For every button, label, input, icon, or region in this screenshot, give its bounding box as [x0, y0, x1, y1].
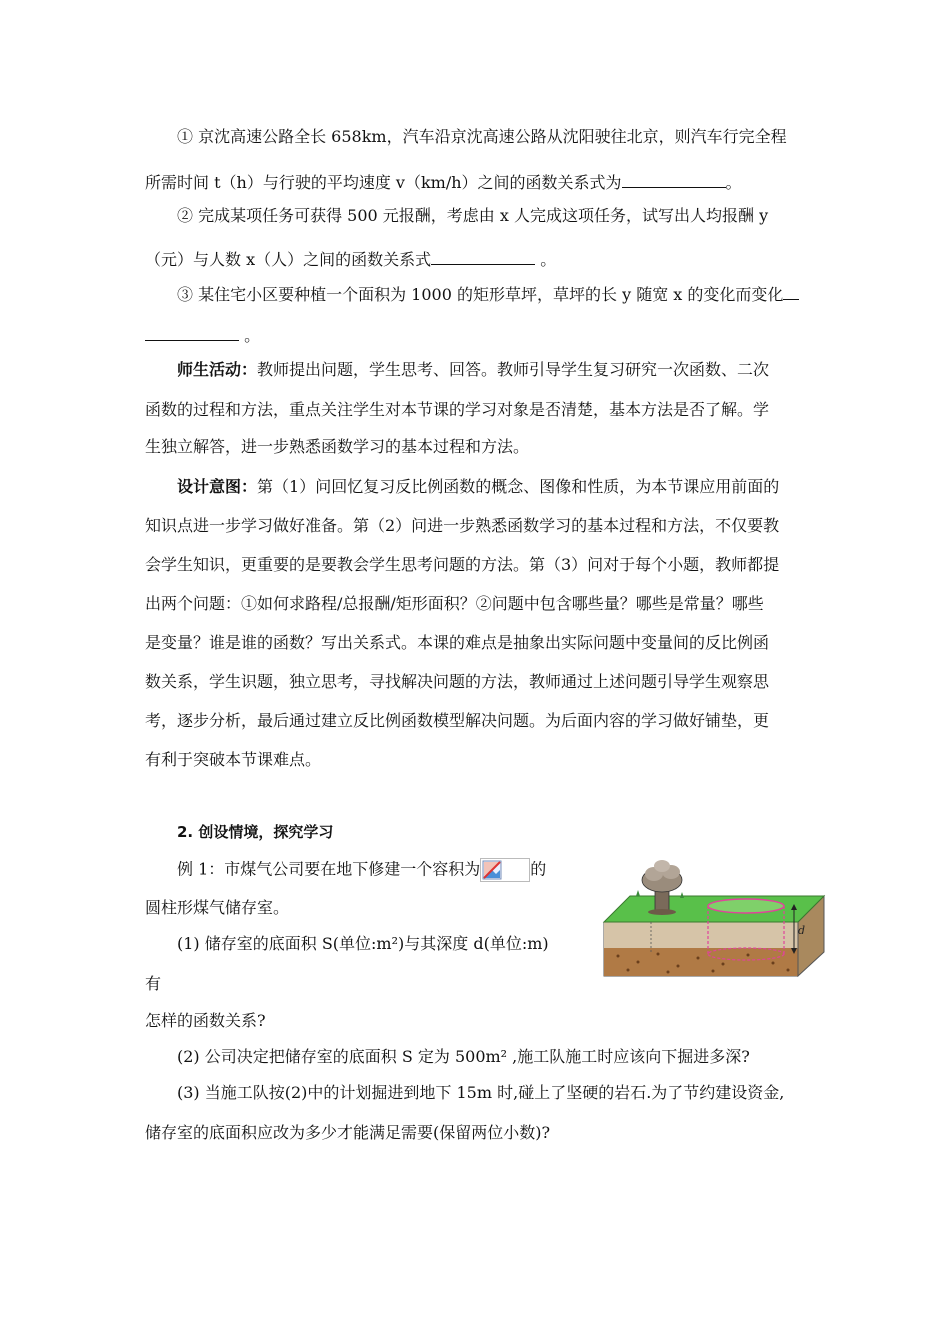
q2-line1: ② 完成某项任务可获得 500 元报酬，考虑由 x 人完成这项任务，试写出人均报酬 y: [177, 206, 769, 225]
design-line1: [177, 477, 779, 497]
design-label: 设计意图：: [177, 477, 258, 496]
activity-line3: 生独立解答，进一步熟悉函数学习的基本过程和方法。: [145, 437, 530, 456]
design-line3: 会学生知识，更重要的是要教会学生思考问题的方法。第（3）问对于每个小题，教师都提: [145, 555, 780, 574]
q3-line2: [145, 324, 260, 346]
q1-line2: [145, 171, 742, 193]
design-line6: 数关系，学生识题，独立思考，寻找解决问题的方法，教师通过上述问题引导学生观察思: [145, 672, 770, 691]
sub1-line1: (1) 储存室的底面积 S(单位:m²)与其深度 d(单位:m): [177, 934, 549, 953]
sub2-line: (2) 公司决定把储存室的底面积 S 定为 500m² ,施工队施工时应该向下掘进多深?: [177, 1047, 750, 1066]
sub3-line2: 储存室的底面积应改为多少才能满足需要(保留两位小数)?: [145, 1123, 551, 1142]
design-line5: 是变量？谁是谁的函数？写出关系式。本课的难点是抽象出实际问题中变量间的反比例函: [145, 633, 770, 652]
example1-line2: 圆柱形煤气储存室。: [145, 898, 290, 917]
q1-line2-text: 所需时间 t（h）与行驶的平均速度 v（km/h）之间的函数关系式为: [145, 173, 622, 192]
activity-text-1: 教师提出问题，学生思考、回答。教师引导学生复习研究一次函数、二次: [257, 360, 770, 379]
q2-line2-text: （元）与人数 x（人）之间的函数关系式: [145, 250, 432, 269]
activity-label: 师生活动：: [177, 360, 258, 379]
broken-image-icon: [480, 858, 530, 882]
gas-storage-illustration: [598, 858, 828, 980]
q3-blank-b: [145, 324, 239, 341]
example1-text: 例 1：市煤气公司要在地下修建一个容积为: [177, 859, 481, 879]
activity-line1: [177, 360, 769, 380]
q3-line1: [177, 283, 799, 305]
activity-line2: 函数的过程和方法，重点关注学生对本节课的学习对象是否清楚，基本方法是否了解。学: [145, 400, 770, 419]
q3-blank-a: [783, 283, 799, 300]
q2-end: 。: [535, 250, 557, 269]
sub3-line1: (3) 当施工队按(2)中的计划掘进到地下 15m 时,碰上了坚硬的岩石.为了节约建设资金,: [177, 1083, 785, 1102]
q2-blank: [431, 248, 535, 265]
sub1-line3: 怎样的函数关系?: [145, 1011, 266, 1030]
design-line7: 考，逐步分析，最后通过建立反比例函数模型解决问题。为后面内容的学习做好铺垫，更: [145, 711, 770, 730]
q3-end: 。: [239, 326, 261, 345]
q2-line2: [145, 248, 556, 270]
sub1-line2: 有: [145, 974, 162, 993]
design-line2: 知识点进一步学习做好准备。第（2）问进一步熟悉函数学习的基本过程和方法，不仅要教: [145, 516, 780, 535]
q3-line1-text: ③ 某住宅小区要种植一个面积为 1000 的矩形草坪，草坪的长 y 随宽 x 的变化而变化: [177, 285, 784, 304]
q1-line1: ① 京沈高速公路全长 658km，汽车沿京沈高速公路从沈阳驶往北京，则汽车行完全程: [177, 127, 787, 146]
design-text-1: 第（1）问回忆复习反比例函数的概念、图像和性质，为本节课应用前面的: [257, 477, 780, 496]
q1-end: 。: [725, 173, 742, 192]
design-line8: 有利于突破本节课难点。: [145, 750, 322, 769]
example1-post: 的: [530, 859, 547, 879]
q1-blank: [622, 171, 726, 188]
example1-line1: [177, 858, 546, 882]
design-line4: 出两个问题：①如何求路程/总报酬/矩形面积？②问题中包含哪些量？哪些是常量？哪些: [145, 594, 764, 613]
section2-heading: 2. 创设情境，探究学习: [177, 823, 334, 841]
depth-label: d: [798, 924, 806, 937]
